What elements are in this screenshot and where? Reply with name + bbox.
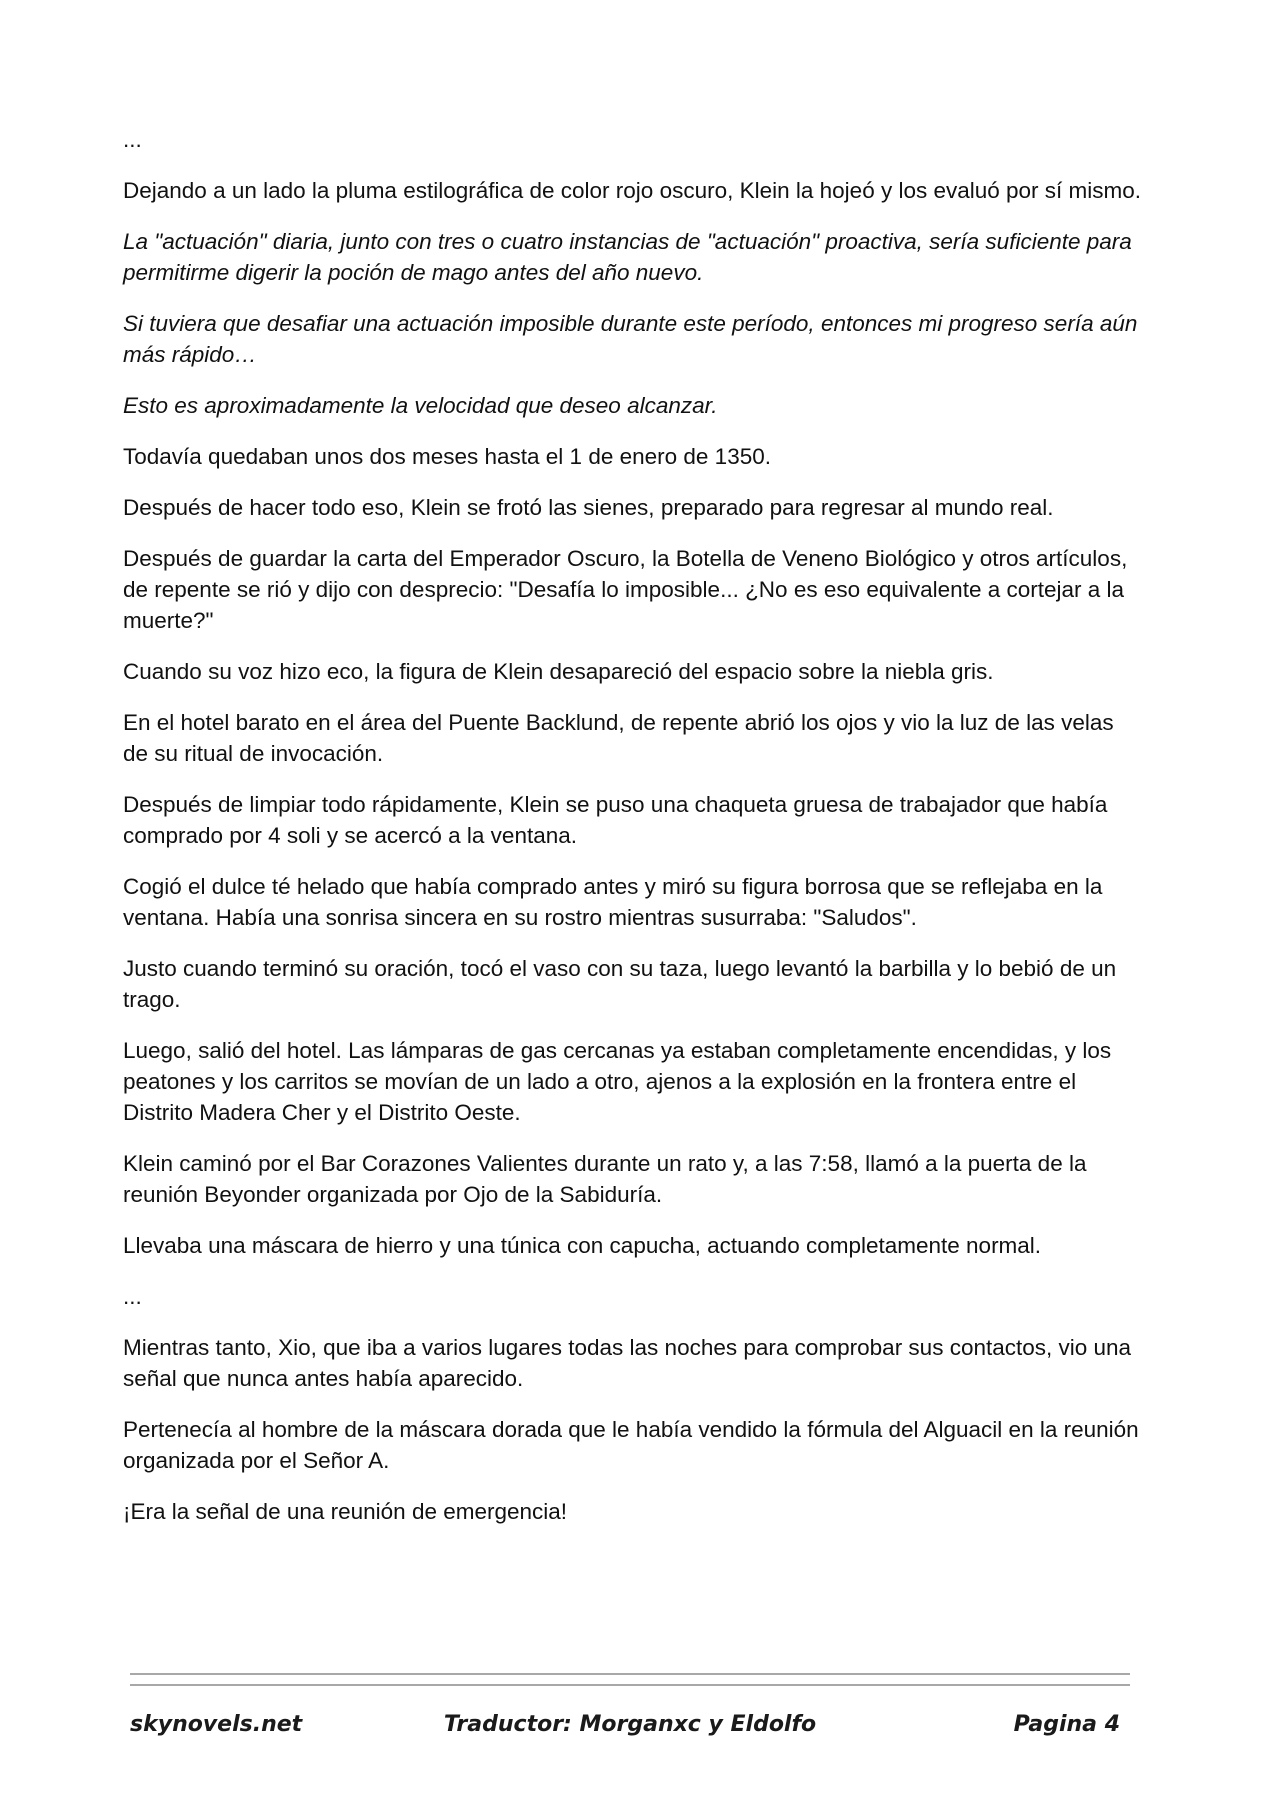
paragraph-18: Mientras tanto, Xio, que iba a varios lugares todas las noches para comprobar sus contactos, vio una señal que nunca antes había aparecido. — [123, 1335, 1132, 1391]
paragraph-5: Esto es aproximadamente la velocidad que deseo alcanzar. — [123, 393, 718, 418]
paragraph-12: Cogió el dulce té helado que había comprado antes y miró su figura borrosa que se reflejaba en la ventana. Había una sonrisa sincera en su rostro mientras susurraba: "Saludos". — [123, 874, 1103, 930]
paragraph-20: ¡Era la señal de una reunión de emergencia! — [123, 1499, 568, 1524]
paragraph-14: Luego, salió del hotel. Las lámparas de gas cercanas ya estaban completamente encendidas, y los peatones y los carritos se movían de un lado a otro, ajenos a la explosión en la frontera entre el Distrito Madera Cher y el Distrito Oeste. — [123, 1038, 1112, 1125]
paragraph-7: Después de hacer todo eso, Klein se frotó las sienes, preparado para regresar al mundo real. — [123, 495, 1054, 520]
paragraph-11: Después de limpiar todo rápidamente, Klein se puso una chaqueta gruesa de trabajador que había comprado por 4 soli y se acercó a la ventana. — [123, 792, 1108, 848]
paragraph-2: Dejando a un lado la pluma estilográfica de color rojo oscuro, Klein la hojeó y los evaluó por sí mismo. — [123, 178, 1142, 203]
paragraph-1: ... — [123, 127, 142, 152]
paragraph-4: Si tuviera que desafiar una actuación imposible durante este período, entonces mi progreso sería aún más rápido… — [123, 311, 1138, 367]
paragraph-10: En el hotel barato en el área del Puente Backlund, de repente abrió los ojos y vio la luz de las velas de su ritual de invocación. — [123, 710, 1114, 766]
paragraph-16: Llevaba una máscara de hierro y una túnica con capucha, actuando completamente normal. — [123, 1233, 1042, 1258]
paragraph-17: ... — [123, 1284, 142, 1309]
paragraph-9: Cuando su voz hizo eco, la figura de Klein desapareció del espacio sobre la niebla gris. — [123, 659, 994, 684]
paragraph-19: Pertenecía al hombre de la máscara dorada que le había vendido la fórmula del Alguacil en la reunión organizada por el Señor A. — [123, 1417, 1139, 1473]
footer-divider-top — [130, 1673, 1130, 1675]
paragraph-8: Después de guardar la carta del Emperador Oscuro, la Botella de Veneno Biológico y otros artículos, de repente se rió y dijo con desprecio: "Desafía lo imposible... ¿No es eso equivalente a cortejar a la muerte?" — [123, 546, 1128, 633]
paragraph-3: La "actuación" diaria, junto con tres o cuatro instancias de "actuación" proactiva, sería suficiente para permitirme digerir la poción de mago antes del año nuevo. — [123, 229, 1132, 285]
paragraph-15: Klein caminó por el Bar Corazones Valientes durante un rato y, a las 7:58, llamó a la puerta de la reunión Beyonder organizada por Ojo de la Sabiduría. — [123, 1151, 1087, 1207]
footer-page-number: Pagina 4 — [1013, 1712, 1120, 1737]
paragraph-13: Justo cuando terminó su oración, tocó el vaso con su taza, luego levantó la barbilla y lo bebió de un trago. — [123, 956, 1117, 1012]
paragraph-6: Todavía quedaban unos dos meses hasta el 1 de enero de 1350. — [123, 444, 771, 469]
footer-site: skynovels.net — [130, 1712, 303, 1737]
page-footer — [130, 1712, 1130, 1748]
document-body — [123, 124, 1143, 1547]
footer-divider-bottom — [130, 1684, 1130, 1686]
footer-translator: Traductor: Morganxc y Eldolfo — [443, 1712, 817, 1737]
